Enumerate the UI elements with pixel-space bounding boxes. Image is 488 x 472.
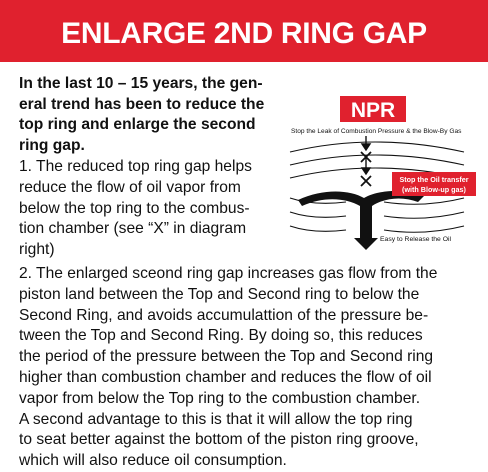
- ring-arc-1: [290, 142, 464, 152]
- lower-arc-right-3: [384, 226, 464, 232]
- point-1-paragraph: [19, 157, 279, 261]
- lower-arc-left-2: [290, 212, 346, 217]
- point-2-line: the period of the pressure between the Top and Second ring: [19, 348, 434, 366]
- point-1-line: right): [19, 241, 55, 259]
- lower-arc-right-1: [384, 198, 464, 204]
- point-2-line: Second Ring, and avoids accumulattion of the pressure be-: [19, 306, 429, 324]
- ring-arc-2: [290, 155, 464, 165]
- lower-arc-right-2: [384, 212, 464, 218]
- point-1-line: tion chamber (see “X” in diagram: [19, 220, 247, 238]
- title-banner: [0, 0, 488, 62]
- lower-arc-left-3: [290, 226, 346, 231]
- point-2-line: which will also reduce oil consumption.: [19, 452, 287, 470]
- ring-gap-diagram-svg: [284, 90, 484, 250]
- point-2-line: tween the Top and Second Ring. By doing so, this reduces: [19, 327, 423, 345]
- intro-line: eral trend has been to reduce the: [19, 95, 265, 113]
- intro-line: top ring and enlarge the second: [19, 116, 256, 133]
- point-2-line: higher than combustion chamber and reduces the flow of oil: [19, 368, 432, 386]
- callout-line-1: Stop the Oil transfer: [399, 175, 469, 184]
- point-2-line: 2. The enlarged sceond ring gap increases gas flow from the: [19, 265, 438, 282]
- intro-line: ring gap.: [19, 136, 85, 154]
- top-caption: Stop the Leak of Combustion Pressure & the Blow-By Gas: [291, 128, 462, 135]
- npr-logo-text: NPR: [350, 99, 396, 122]
- point-1-line: below the top ring to the combus-: [19, 199, 250, 217]
- page-title: ENLARGE 2ND RING GAP: [61, 17, 427, 50]
- ring-gap-diagram: [284, 90, 484, 250]
- bottom-caption: Easy to Release the Oil: [380, 236, 452, 243]
- point-2-line: A second advantage to this is that it will allow the top ring: [19, 410, 413, 428]
- point-2-paragraph: [19, 264, 474, 472]
- point-2-line: to seat better against the bottom of the piston ring groove,: [19, 431, 419, 449]
- callout-line-2: (with Blow-up gas): [402, 185, 466, 194]
- point-1-line: 1. The reduced top ring gap helps: [19, 158, 252, 175]
- point-2-line: vapor from below the Top ring to the combustion chamber.: [19, 389, 421, 407]
- intro-paragraph: [19, 74, 281, 156]
- point-2-line: piston land between the Top and Second ring to below the: [19, 285, 420, 303]
- intro-line: In the last 10 – 15 years, the gen-: [19, 75, 263, 92]
- point-1-line: reduce the flow of oil vapor from: [19, 178, 241, 196]
